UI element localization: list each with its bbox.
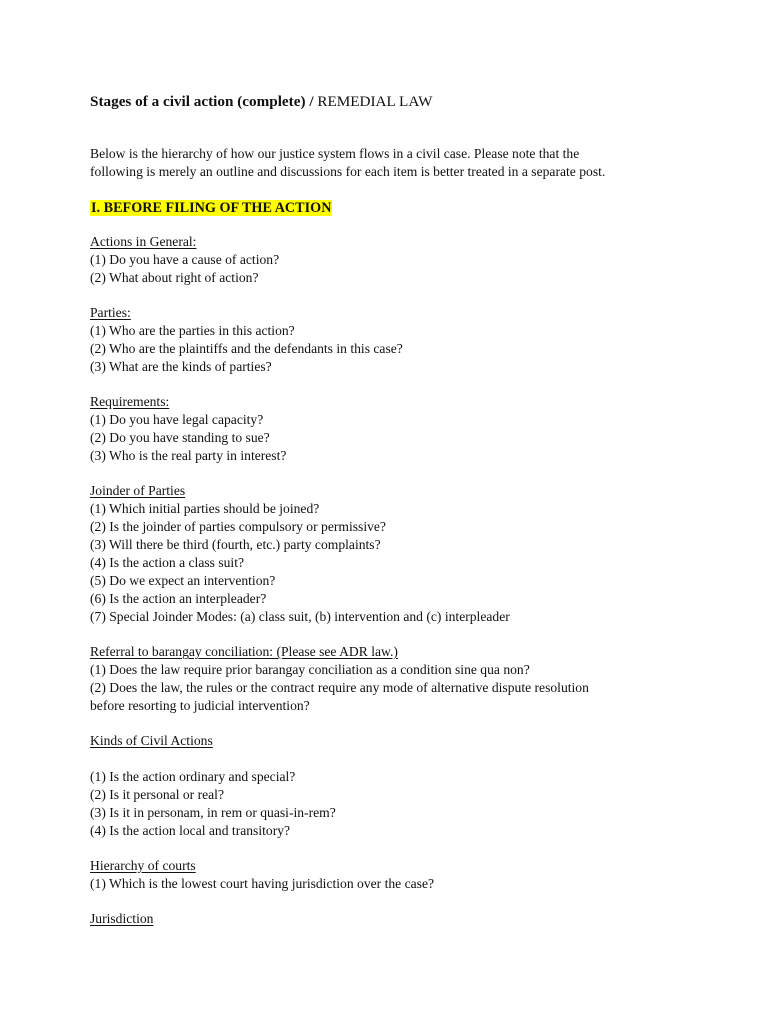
outline-item: before resorting to judicial intervention? — [90, 697, 310, 713]
document-title-main: Stages of a civil action (complete) / — [90, 93, 314, 110]
outline-item: (2) Do you have standing to sue? — [90, 429, 270, 445]
outline-item: (2) Is the joinder of parties compulsory or permissive? — [90, 519, 386, 535]
group-heading: Joinder of Parties — [90, 483, 186, 499]
outline-item: (2) What about right of action? — [90, 269, 259, 285]
outline-item: (2) Does the law, the rules or the contract require any mode of alternative dispute resolution — [90, 679, 589, 695]
outline-item: (4) Is the action a class suit? — [90, 554, 245, 570]
outline-item: (1) Do you have a cause of action? — [90, 251, 280, 267]
intro-line: following is merely an outline and discussions for each item is better treated in a separate post. — [90, 163, 606, 179]
outline-item: (1) Do you have legal capacity? — [90, 412, 264, 428]
group-heading: Requirements: — [90, 394, 170, 410]
outline-group-kinds-of-civil-actions — [90, 732, 710, 839]
group-heading: Referral to barangay conciliation: (Please see ADR law.) — [90, 644, 398, 660]
group-heading: Actions in General: — [90, 233, 197, 249]
group-heading: Jurisdiction — [90, 911, 154, 927]
document-title — [90, 92, 710, 114]
outline-item: (4) Is the action local and transitory? — [90, 822, 291, 838]
outline-item: (2) Is it personal or real? — [90, 786, 224, 802]
group-heading: Kinds of Civil Actions — [90, 733, 213, 749]
outline-item: (2) Who are the plaintiffs and the defendants in this case? — [90, 340, 403, 356]
outline-item: (6) Is the action an interpleader? — [90, 590, 267, 606]
document-title-subject: REMEDIAL LAW — [313, 93, 433, 110]
outline-item: (1) Is the action ordinary and special? — [90, 768, 296, 784]
outline-group-actions-in-general — [90, 233, 710, 287]
outline-item: (1) Which is the lowest court having jurisdiction over the case? — [90, 875, 435, 891]
outline-item: (3) Is it in personam, in rem or quasi-in-rem? — [90, 804, 336, 820]
intro-paragraph — [90, 145, 710, 181]
outline-group-joinder-of-parties — [90, 482, 710, 625]
outline-item: (7) Special Joinder Modes: (a) class suit, (b) intervention and (c) interpleader — [90, 608, 510, 624]
intro-line: Below is the hierarchy of how our justice system flows in a civil case. Please note that the — [90, 146, 580, 161]
outline-item: (5) Do we expect an intervention? — [90, 572, 276, 588]
outline-item: (3) Who is the real party in interest? — [90, 447, 287, 463]
outline-group-jurisdiction — [90, 910, 710, 928]
outline-group-requirements — [90, 393, 710, 465]
outline-group-hierarchy-of-courts — [90, 857, 710, 893]
outline-item: (3) Will there be third (fourth, etc.) party complaints? — [90, 537, 381, 552]
document-page — [90, 92, 710, 928]
outline-item: (3) What are the kinds of parties? — [90, 358, 272, 374]
outline-item: (1) Does the law require prior barangay conciliation as a condition sine qua non? — [90, 661, 530, 677]
highlighted-section-title: I. BEFORE FILING OF THE ACTION — [91, 199, 332, 216]
blank-line — [90, 750, 710, 768]
outline-item: (1) Who are the parties in this action? — [90, 322, 295, 338]
outline-group-barangay-conciliation — [90, 643, 710, 715]
outline-item: (1) Which initial parties should be joined? — [90, 501, 320, 517]
section-heading — [90, 198, 710, 218]
outline-group-parties — [90, 304, 710, 376]
group-heading: Parties: — [90, 305, 131, 321]
group-heading: Hierarchy of courts — [90, 858, 196, 874]
